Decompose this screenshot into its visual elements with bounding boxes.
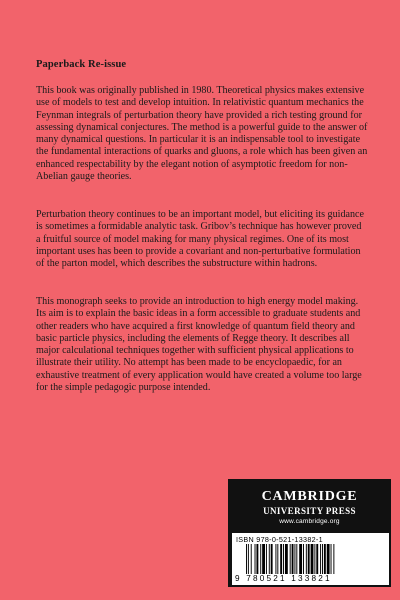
barcode-bar [269,544,270,574]
blurb-paragraph-3: This monograph seeks to provide an introduction to high energy model making. Its aim is to explain the basic ideas in a form accessible to graduate students and other readers who have acquired a first knowledge of quantum field theory and basic particle physics, including the elements of Regge theory. It describes all major calculational techniques together with sufficient physical applications to illustrate their utility. No attempt has been made to be encyclopaedic, for an exhaustive treatment of every application would have created a volume too large for the simple pedagogic purpose intended. [36,296,362,393]
reissue-heading: Paperback Re-issue [36,59,127,70]
barcode-bar [260,544,261,574]
barcode-bar [314,544,315,574]
publisher-subtitle: UNIVERSITY PRESS [263,506,356,516]
barcode-digits: 9 780521 133821 [235,574,332,583]
barcode-bar [248,544,249,574]
barcode-bar [255,544,256,574]
barcode-bar [277,544,278,574]
barcode-bar [275,544,276,574]
barcode-bar [292,544,294,574]
barcode-bar [320,544,321,574]
blurb-paragraph-1: This book was originally published in 1980. Theoretical physics makes extensive use of models to test and develop intuition. In relativistic quantum mechanics the Feynman integrals of perturbation theory have provided a rich testing ground for assessing dynamical conjectures. The method is a powerful guide to the answer of many dynamical questions. In particular it is an indispensable tool to investigate the fundamental interactions of quarks and gluons, a role which has been given an enhanced respectability by the elegant notion of asymptotic freedom for non-Abelian gauge theories. [36,85,368,182]
publisher-name: CAMBRIDGE [261,489,358,504]
blurb-paragraph-2: Perturbation theory continues to be an important model, but eliciting its guidance is sometimes a formidable analytic task. Gribov’s technique has however proved a fruitful source of model making for many physical regimes. One of its most important uses has been to provide a covariant and non-perturbative formulation of the parton model, which describes the substructure within hadrons. [36,209,364,269]
barcode-bar [324,544,326,574]
barcode-panel [232,533,389,585]
barcode-bar [316,544,318,574]
isbn-label: ISBN 978-0-521-13382-1 [236,535,323,544]
barcode-bar [308,544,310,574]
barcode-bar [333,544,334,574]
barcode-bar [246,544,247,574]
barcode-bar [283,544,284,574]
publisher-website: www.cambridge.org [279,518,340,525]
barcode-bar [303,544,304,574]
barcode-icon [246,544,376,574]
barcode-bar [285,544,288,574]
barcode-bar [266,544,267,574]
barcode-bar [311,544,314,574]
barcode-bar [294,544,295,574]
barcode-bar [322,544,323,574]
barcode-bar [280,544,282,574]
barcode-bar [296,544,297,574]
barcode-bar [262,544,265,574]
barcode-bar [290,544,291,574]
barcode-bar [271,544,273,574]
barcode-bar [256,544,258,574]
barcode-bar [251,544,252,574]
barcode-bar [306,544,307,574]
barcode-bar [299,544,302,574]
barcode-bar [327,544,330,574]
barcode-bar [331,544,332,574]
